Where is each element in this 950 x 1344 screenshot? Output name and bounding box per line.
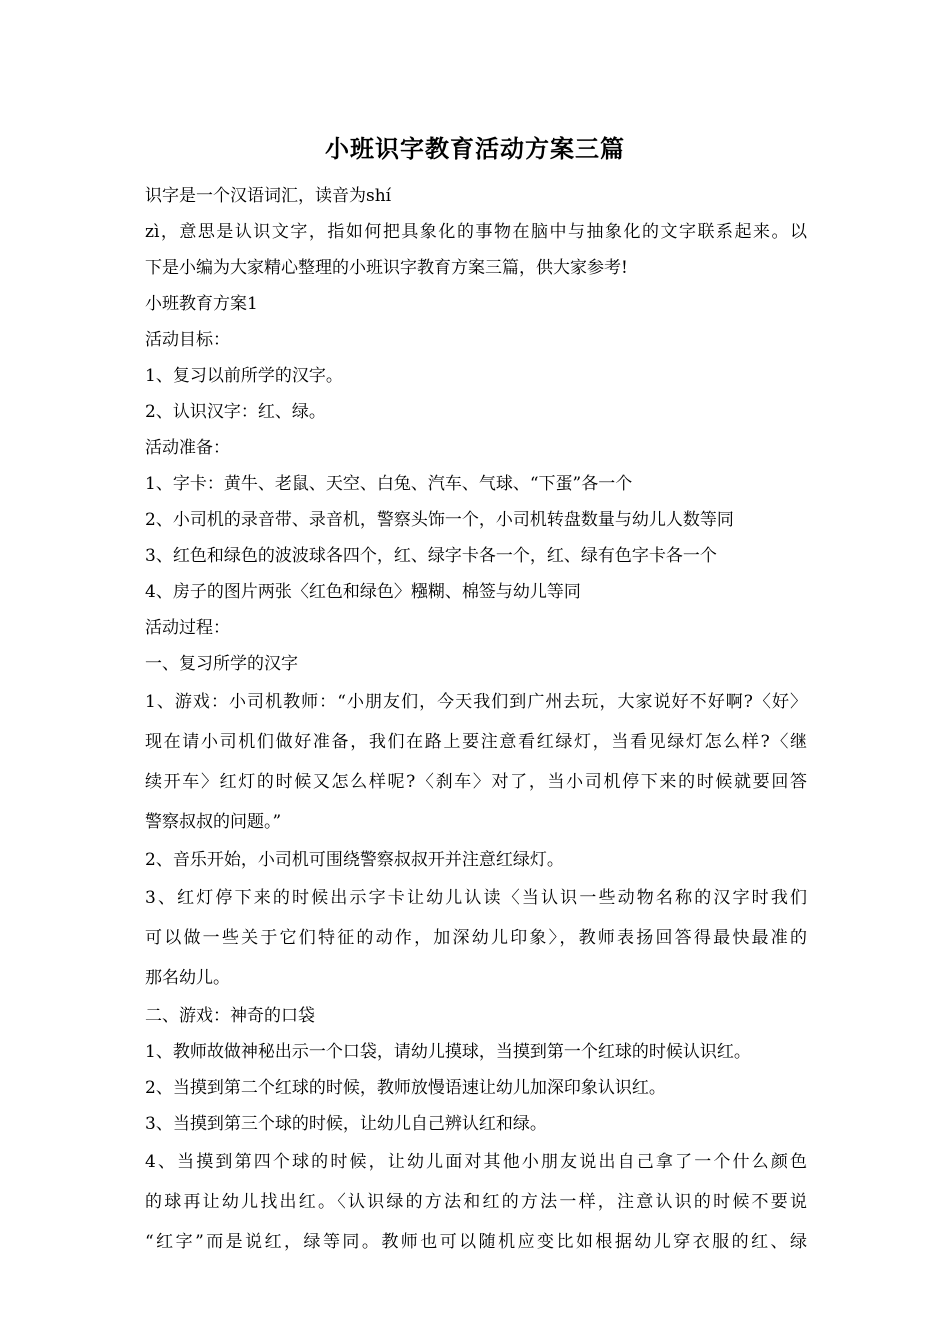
list-item: 3、当摸到第三个球的时候，让幼儿自己辨认红和绿。	[145, 1114, 547, 1134]
list-item: 1、教师故做神秘出示一个口袋，请幼儿摸球，当摸到第一个红球的时候认识红。	[145, 1042, 751, 1062]
paragraph-line: “红字”而是说红，绿等同。教师也可以随机应变比如根据幼儿穿衣服的红、绿	[145, 1232, 807, 1252]
paragraph-line: 1、游戏：小司机教师：“小朋友们，今天我们到广州去玩，大家说好不好啊?〈好〉	[145, 692, 807, 712]
section-heading: 活动目标：	[145, 330, 230, 350]
document-body	[145, 178, 807, 1262]
section-heading: 小班教育方案1	[145, 294, 258, 314]
list-item: 2、小司机的录音带、录音机，警察头饰一个，小司机转盘数量与幼儿人数等同	[145, 510, 734, 530]
section-heading: 二、游戏：神奇的口袋	[145, 1006, 315, 1026]
paragraph-line: 警察叔叔的问题。”	[145, 812, 282, 832]
document-title: 小班识字教育活动方案三篇	[325, 134, 625, 163]
section-heading: 活动过程：	[145, 618, 230, 638]
list-item: 2、认识汉字：红、绿。	[145, 402, 326, 422]
paragraph-line: 3、红灯停下来的时候出示字卡让幼儿认读〈当认识一些动物名称的汉字时我们	[145, 888, 807, 908]
list-item: 2、当摸到第二个红球的时候，教师放慢语速让幼儿加深印象认识红。	[145, 1078, 666, 1098]
list-item: 1、复习以前所学的汉字。	[145, 366, 343, 386]
paragraph-line: zì，意思是认识文字，指如何把具象化的事物在脑中与抽象化的文字联系起来。以	[145, 222, 807, 242]
paragraph-line: 续开车〉红灯的时候又怎么样呢?〈刹车〉对了，当小司机停下来的时候就要回答	[145, 772, 807, 792]
paragraph-line: 现在请小司机们做好准备，我们在路上要注意看红绿灯，当看见绿灯怎么样?〈继	[145, 732, 807, 752]
list-item: 1、字卡：黄牛、老鼠、天空、白兔、汽车、气球、“下蛋”各一个	[145, 474, 633, 494]
paragraph-line: 那名幼儿。	[145, 968, 230, 988]
list-item: 2、音乐开始，小司机可围绕警察叔叔开并注意红绿灯。	[145, 850, 564, 870]
paragraph-line: 下是小编为大家精心整理的小班识字教育方案三篇，供大家参考!	[145, 258, 628, 278]
paragraph-line: 的球再让幼儿找出红。〈认识绿的方法和红的方法一样，注意认识的时候不要说	[145, 1192, 807, 1212]
list-item: 3、红色和绿色的波波球各四个，红、绿字卡各一个，红、绿有色字卡各一个	[145, 546, 717, 566]
list-item: 4、房子的图片两张〈红色和绿色〉糨糊、棉签与幼儿等同	[145, 582, 581, 602]
section-heading: 一、复习所学的汉字	[145, 654, 298, 674]
section-heading: 活动准备：	[145, 438, 230, 458]
paragraph-line: 可以做一些关于它们特征的动作，加深幼儿印象〉，教师表扬回答得最快最准的	[145, 928, 807, 948]
paragraph-line: 4、当摸到第四个球的时候，让幼儿面对其他小朋友说出自己拿了一个什么颜色	[145, 1152, 807, 1172]
paragraph-line: 识字是一个汉语词汇，读音为shí	[145, 186, 392, 206]
